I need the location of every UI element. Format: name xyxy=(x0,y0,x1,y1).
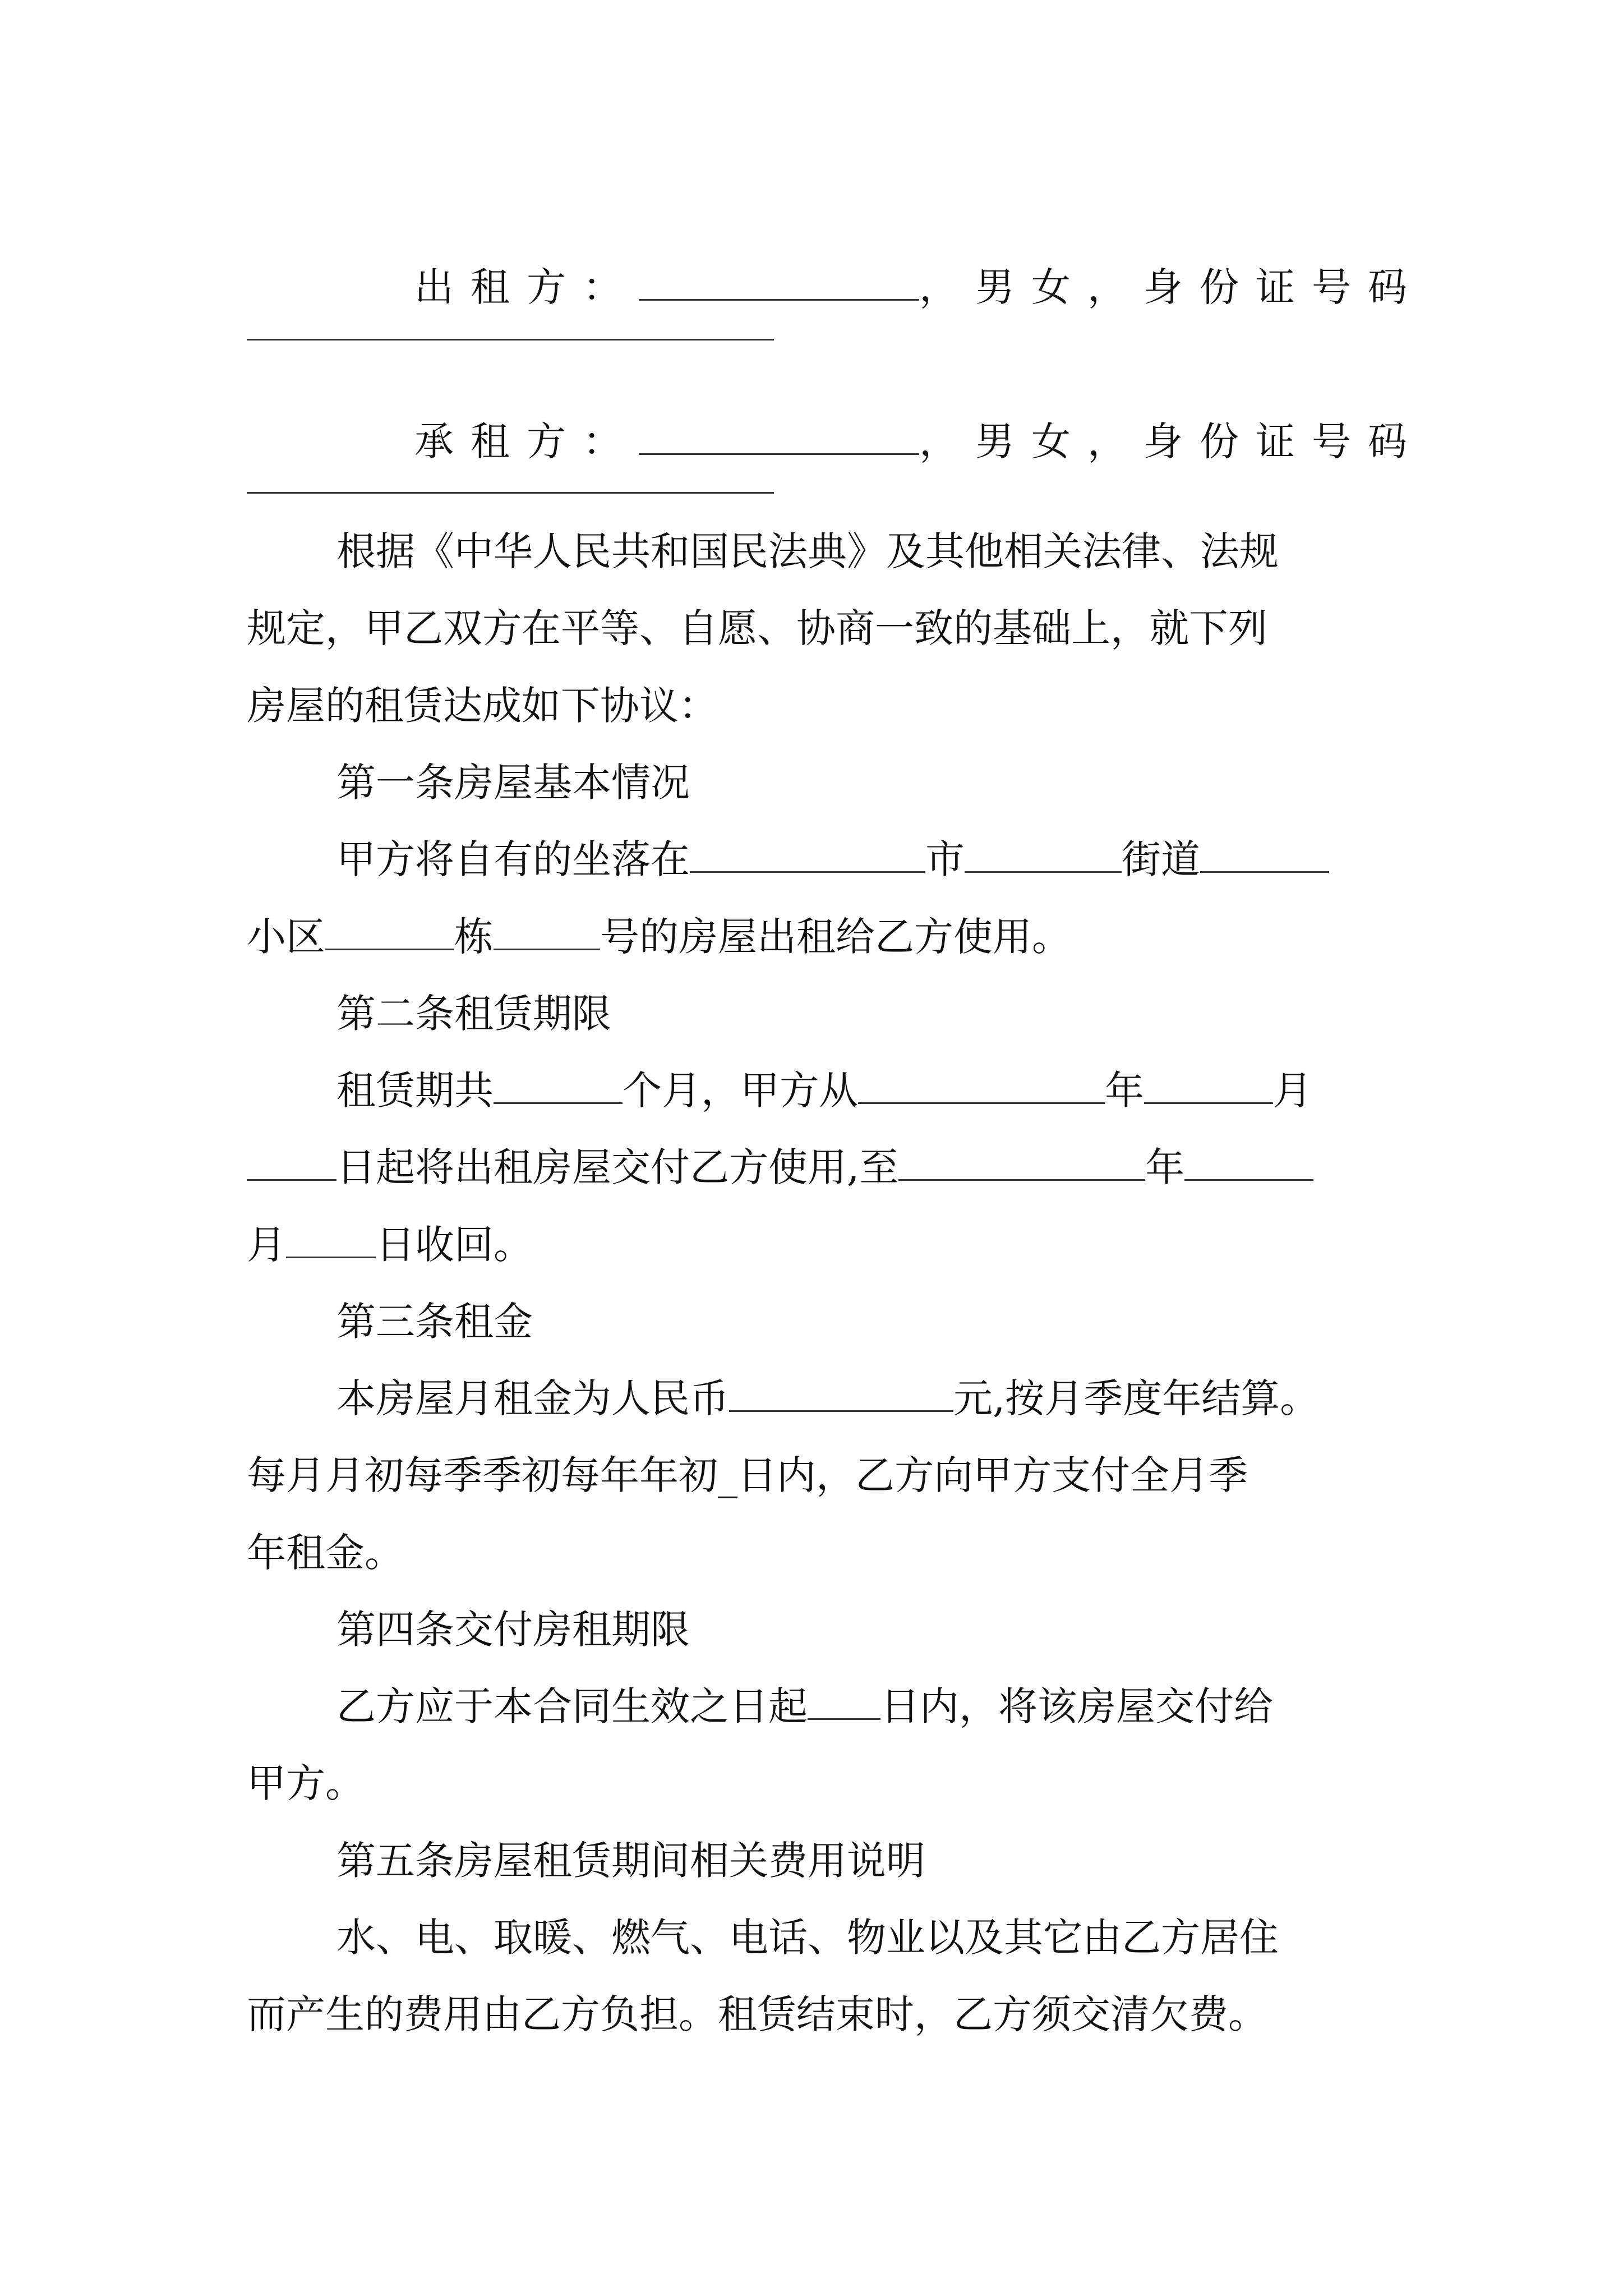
lessor-id-label: 身份证号码 xyxy=(1144,264,1424,310)
intro-line-3: 房屋的租赁达成如下协议： xyxy=(247,683,718,729)
city-blank xyxy=(690,838,925,873)
article2-text-b: 个月，甲方从 xyxy=(623,1068,858,1114)
start-year-blank xyxy=(858,1069,1105,1104)
lessor-id-blank xyxy=(247,339,774,341)
article3-heading: 第三条租金 xyxy=(336,1299,533,1345)
article1-text-c: 街道 xyxy=(1122,836,1200,882)
article4-heading: 第四条交付房租期限 xyxy=(336,1607,690,1653)
rent-amount-blank xyxy=(729,1377,953,1412)
article2-text-h: 日收回。 xyxy=(376,1222,533,1268)
lessee-id-blank xyxy=(247,492,774,494)
building-blank xyxy=(494,915,600,950)
article5-line-2: 而产生的费用由乙方负担。租赁结束时，乙方须交清欠费。 xyxy=(247,1991,1267,2037)
article2-text-g: 月 xyxy=(247,1222,286,1268)
lessor-name-blank xyxy=(639,265,919,301)
start-month-blank xyxy=(1144,1069,1273,1104)
lessee-name-blank xyxy=(639,420,919,455)
lessee-label: 承租方： xyxy=(414,418,639,464)
article2-text-d: 月 xyxy=(1273,1068,1312,1114)
article2-line-3 xyxy=(247,1222,1385,1267)
article1-text-a: 甲方将自有的坐落在 xyxy=(336,836,690,882)
lessee-gender: ，男女， xyxy=(919,418,1144,464)
article4-text-a: 乙方应于本合同生效之日起 xyxy=(336,1683,808,1729)
article2-heading: 第二条租赁期限 xyxy=(336,991,611,1037)
article2-line-1 xyxy=(247,1068,1475,1113)
article3-line-1 xyxy=(247,1376,1475,1421)
article1-text-f: 号的房屋出租给乙方使用。 xyxy=(600,914,1071,960)
article4-text-b: 日内，将该房屋交付给 xyxy=(880,1683,1273,1729)
street-blank xyxy=(965,838,1122,873)
community-blank-2 xyxy=(325,915,454,950)
article2-text-c: 年 xyxy=(1105,1068,1144,1114)
article3-line-2: 每月月初每季季初每年年初_日内，乙方向甲方支付全月季 xyxy=(247,1452,1248,1498)
article2-text-e: 日起将出租房屋交付乙方使用,至 xyxy=(336,1144,899,1190)
end-day-blank xyxy=(286,1223,376,1258)
article2-text-f: 年 xyxy=(1145,1144,1185,1190)
article1-line-1 xyxy=(247,837,1475,882)
end-year-blank xyxy=(898,1145,1145,1181)
article3-line-3: 年租金。 xyxy=(247,1530,404,1576)
lessor-gender: ，男女， xyxy=(919,264,1144,310)
article3-text-a: 本房屋月租金为人民币 xyxy=(336,1375,729,1421)
months-blank xyxy=(494,1069,623,1104)
article1-text-e: 栋 xyxy=(454,914,494,960)
article2-line-2 xyxy=(247,1145,1385,1190)
article5-heading: 第五条房屋租赁期间相关费用说明 xyxy=(336,1838,925,1884)
lessor-line xyxy=(247,220,1424,355)
lessee-id-label: 身份证号码 xyxy=(1144,418,1424,464)
intro-line-1: 根据《中华人民共和国民法典》及其他相关法律、法规 xyxy=(336,528,1279,574)
article5-line-1: 水、电、取暖、燃气、电话、物业以及其它由乙方居住 xyxy=(336,1915,1279,1961)
article1-line-2 xyxy=(247,914,1385,959)
end-month-blank xyxy=(1184,1145,1313,1181)
start-day-blank xyxy=(247,1145,336,1181)
article1-heading: 第一条房屋基本情况 xyxy=(336,760,690,806)
lessor-label: 出租方： xyxy=(414,264,639,310)
article4-line-2: 甲方。 xyxy=(247,1760,365,1806)
article3-text-b: 元,按月季度年结算。 xyxy=(953,1375,1320,1421)
article2-text-a: 租赁期共 xyxy=(336,1068,494,1114)
article1-text-d: 小区 xyxy=(247,914,325,960)
community-blank-1 xyxy=(1200,838,1329,873)
lessee-line xyxy=(247,374,1424,509)
intro-line-2: 规定，甲乙双方在平等、自愿、协商一致的基础上，就下列 xyxy=(247,605,1267,651)
article4-line-1 xyxy=(247,1684,1475,1729)
delivery-days-blank xyxy=(808,1685,880,1720)
article1-text-b: 市 xyxy=(925,836,965,882)
